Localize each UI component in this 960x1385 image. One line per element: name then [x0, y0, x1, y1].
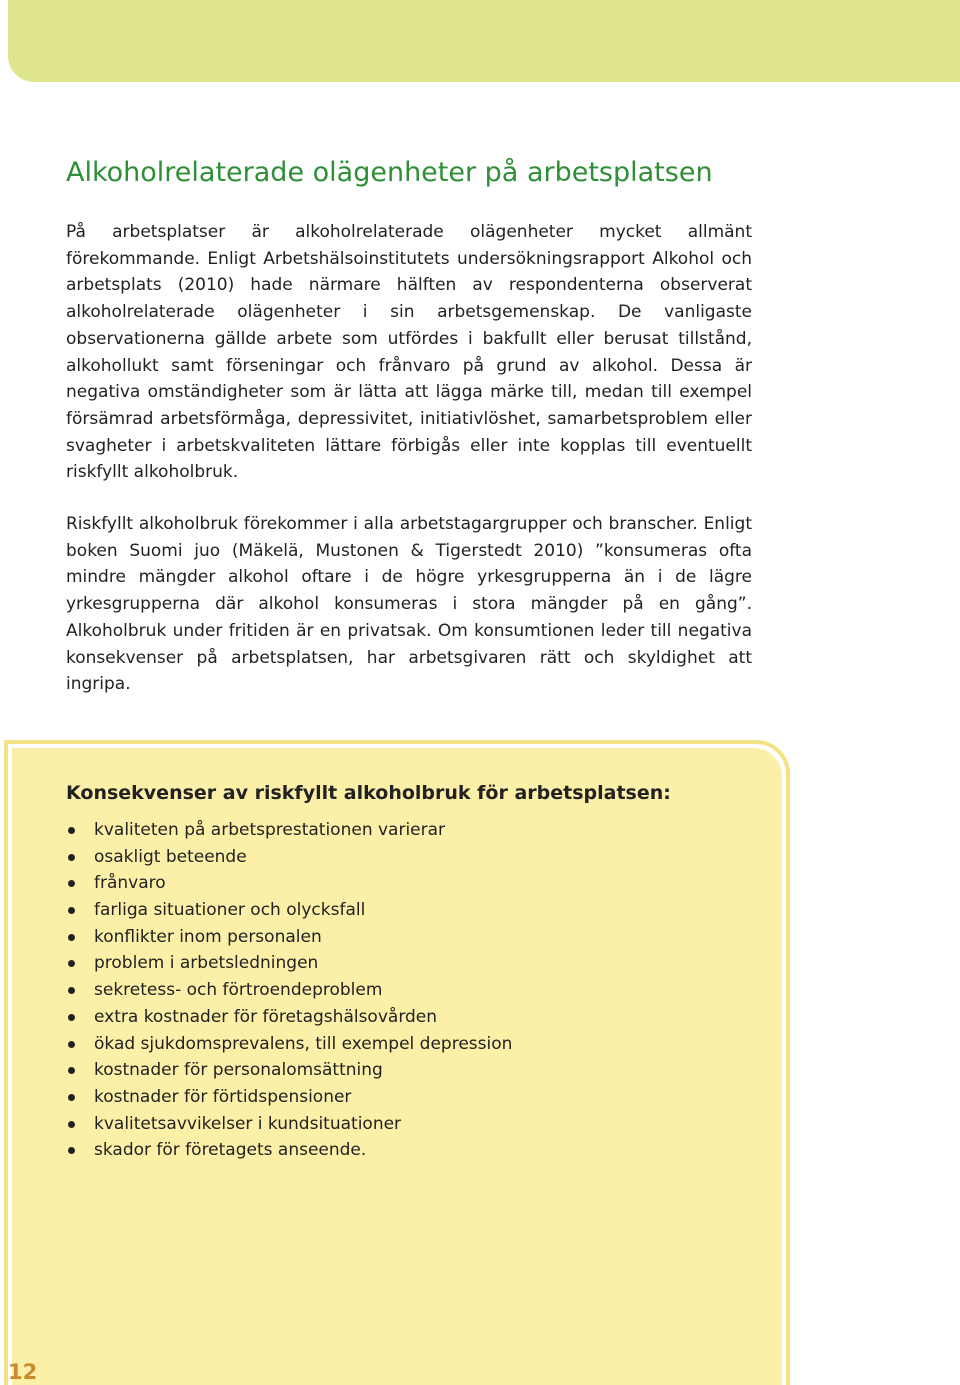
list-item-text: skador för företagets anseende. — [94, 1140, 367, 1161]
list-item — [66, 1111, 512, 1138]
bullet-icon — [68, 1041, 75, 1048]
bullet-icon — [68, 1067, 75, 1074]
list-item — [66, 1084, 512, 1111]
bullet-icon — [68, 1147, 75, 1154]
bullet-icon — [68, 1121, 75, 1128]
body-paragraph-1: På arbetsplatser är alkoholrelaterade olägenheter mycket allmänt förekommande. Enligt Arbetshälsoinstitutets undersökningsrapport Alkohol och arbetsplats (2010) hade närmare hälften av respondenterna observerat alkoholrelaterade olägenheter i sin arbetsgemenskap. De vanligaste observationerna gällde arbete som utfördes i bakfullt eller berusat tillstånd, alkohollukt samt förseningar och frånvaro på grund av alkohol. Dessa är negativa omständigheter som är lätta att lägga märke till, medan till exempel försämrad arbetsförmåga, depressivitet, initiativlöshet, samarbetsproblem eller svagheter i arbetskvaliteten lättare förbigås eller inte kopplas till eventuellt riskfyllt alkoholbruk. — [66, 222, 752, 483]
list-item — [66, 924, 512, 951]
list-item — [66, 817, 512, 844]
info-box-heading: Konsekvenser av riskfyllt alkoholbruk för arbetsplatsen: — [66, 782, 671, 804]
page-number: 12 — [8, 1360, 38, 1384]
bullet-icon — [68, 907, 75, 914]
list-item-text: problem i arbetsledningen — [94, 953, 319, 974]
list-item — [66, 950, 512, 977]
list-item-text: kostnader för personalomsättning — [94, 1060, 383, 1081]
list-item — [66, 844, 512, 871]
bullet-icon — [68, 880, 75, 887]
list-item — [66, 870, 512, 897]
list-item-text: extra kostnader för företagshälsovården — [94, 1006, 438, 1027]
list-item-text: ökad sjukdomsprevalens, till exempel depression — [94, 1033, 513, 1054]
list-item — [66, 1137, 512, 1164]
page-title: Alkoholrelaterade olägenheter på arbetsplatsen — [66, 157, 713, 188]
list-item-text: osakligt beteende — [94, 846, 247, 867]
list-item-text: kvalitetsavvikelser i kundsituationer — [94, 1113, 402, 1134]
bullet-icon — [68, 827, 75, 834]
list-item — [66, 897, 512, 924]
list-item — [66, 977, 512, 1004]
list-item — [66, 1004, 512, 1031]
bullet-icon — [68, 960, 75, 967]
bullet-icon — [68, 854, 75, 861]
list-item-text: kvaliteten på arbetsprestationen varierar — [94, 820, 446, 840]
bullet-icon — [68, 987, 75, 994]
list-item — [66, 1031, 512, 1058]
list-item-text: sekretess- och förtroendeproblem — [94, 980, 383, 1001]
list-item — [66, 1057, 512, 1084]
list-item-text: kostnader för förtidspensioner — [94, 1086, 352, 1107]
body-paragraph-2: Riskfyllt alkoholbruk förekommer i alla arbetstagargrupper och branscher. Enligt boken Suomi juo (Mäkelä, Mustonen & Tigerstedt 2010) ”konsumeras ofta mindre mängder alkohol oftare i de högre yrkesgrupperna än i de lägre yrkesgrupperna där alkohol konsumeras i stora mängder på en gång”. Alkoholbruk under fritiden är en privatsak. Om konsumtionen leder till negativa konsekvenser på arbetsplatsen, har arbetsgivaren rätt och skyldighet att ingripa. — [66, 514, 752, 695]
list-item-text: frånvaro — [94, 873, 166, 894]
list-item-text: farliga situationer och olycksfall — [94, 900, 366, 921]
consequence-list — [66, 817, 512, 1164]
bullet-icon — [68, 1094, 75, 1101]
top-decorative-band — [8, 0, 960, 82]
list-item-text: konflikter inom personalen — [94, 926, 322, 947]
bullet-icon — [68, 1014, 75, 1021]
bullet-icon — [68, 934, 75, 941]
